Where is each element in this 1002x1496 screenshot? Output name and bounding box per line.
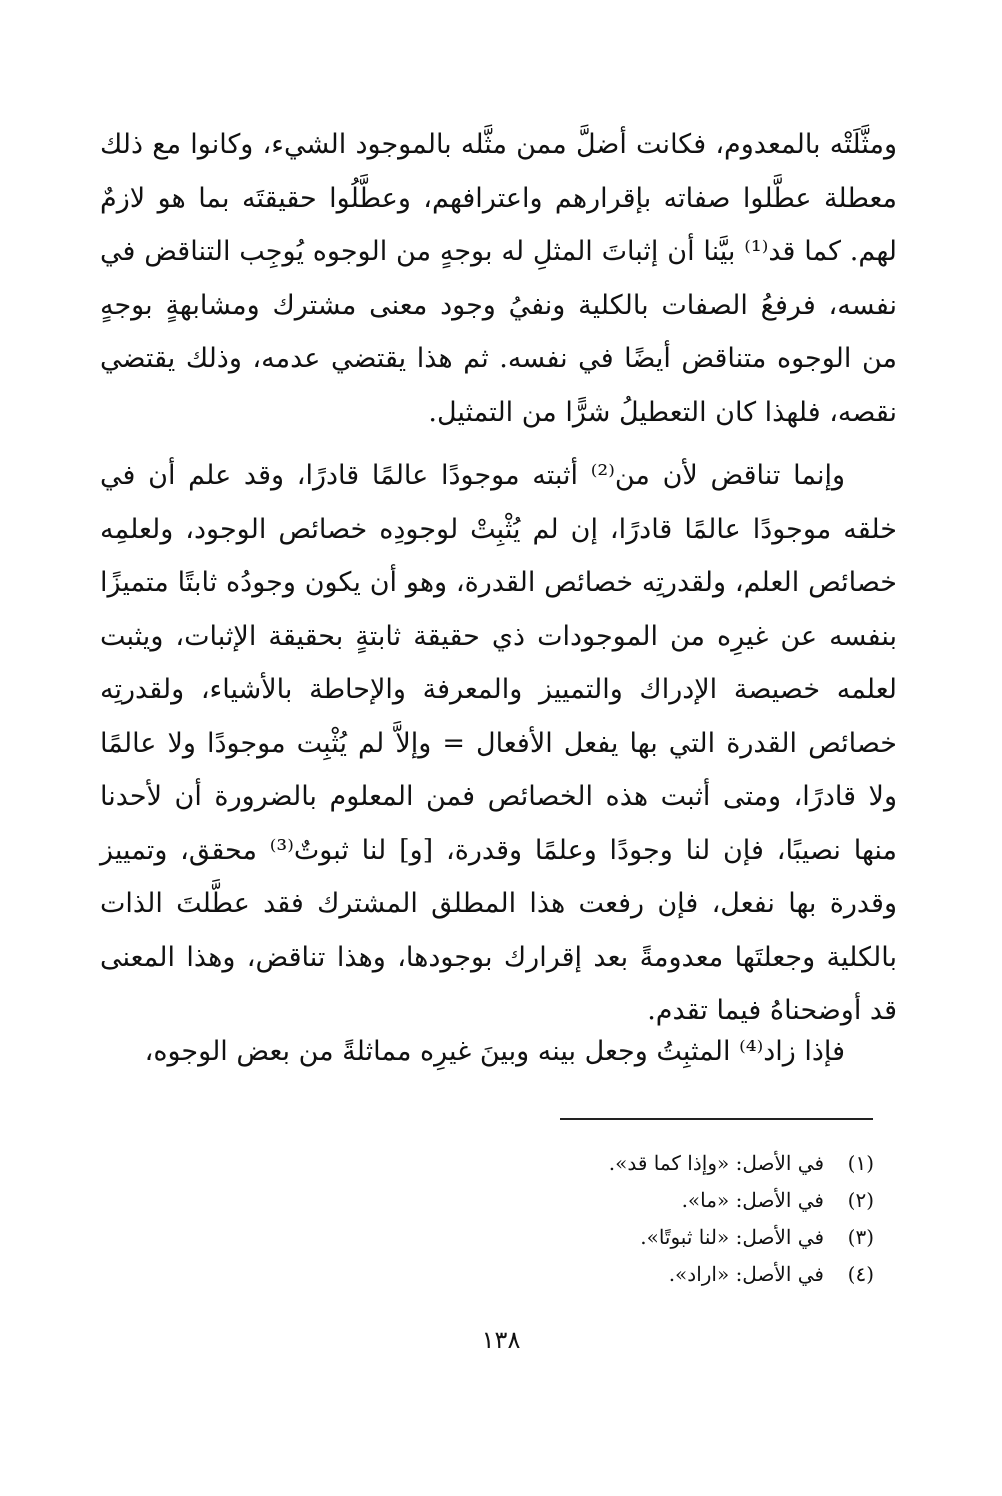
paragraph-3: فإذا زاد⁽⁴⁾ المثبِتُ وجعل بينه وبينَ غيرِه مماثلةً من بعض الوجوه،: [144, 1036, 845, 1067]
footnote-text: في الأصل: «وإذا كما قد».: [608, 1151, 824, 1175]
footnote-number: (٤): [847, 1262, 874, 1286]
footnote-text: في الأصل: «لنا ثبوتًا».: [640, 1225, 824, 1249]
footnote-text: في الأصل: «اراد».: [668, 1262, 824, 1286]
footnote-4: [494, 1256, 874, 1293]
footnote-number: (٣): [847, 1225, 874, 1249]
footnote-2: [494, 1182, 874, 1219]
footnote-1: [494, 1145, 874, 1182]
page-number: ١٣٨: [481, 1326, 521, 1354]
footnote-number: (١): [847, 1151, 874, 1175]
footnote-number: (٢): [847, 1188, 874, 1212]
footnote-text: في الأصل: «ما».: [681, 1188, 824, 1212]
paragraph-2: وإنما تناقض لأن من⁽²⁾ أثبته موجودًا عالمًا قادرًا، وقد علم أن في خلقه موجودًا عالمًا قادرًا، إن لم يُثْبِتْ لوجودِه خصائص الوجود، ولعلمِه خصائص العلم، ولقدرتِه خصائص القدرة، وهو أن يكون وجودُه ثابتًا متميزًا بنفسه عن غيرِه من الموجودات ذي حقيقة ثابتةٍ بحقيقة الإثبات، ويثبت لعلمه خصيصة الإدراك والتمييز والمعرفة والإحاطة بالأشياء، ولقدرتِه خصائص القدرة التي بها يفعل الأفعال = وإلاَّ لم يُثْبِت موجودًا ولا عالمًا ولا قادرًا، ومتى أثبت هذه الخصائص فمن المعلوم بالضرورة أن لأحدنا منها نصيبًا، فإن لنا وجودًا وعلمًا وقدرة، [و] لنا ثبوتٌ⁽³⁾ محقق، وتمييز وقدرة بها نفعل، فإن رفعت هذا المطلق المشترك فقد عطَّلتَ الذات بالكلية وجعلتَها معدومةً بعد إقرارك بوجودها، وهذا تناقض، وهذا المعنى قد أوضحناهُ فيما تقدم.: [100, 460, 897, 1026]
footnotes: [494, 1145, 874, 1293]
footnote-separator: [560, 1118, 873, 1120]
footnote-3: [494, 1219, 874, 1256]
paragraph-1: ومثَّلَتْه بالمعدوم، فكانت أضلَّ ممن مثَّله بالموجود الشيء، وكانوا مع ذلك معطلة عطَّلوا صفاته بإقرارهم واعترافهم، وعطَّلُوا حقيقتَه بما هو لازمٌ لهم. كما قد⁽¹⁾ بيَّنا أن إثباتَ المثلِ له بوجهٍ من الوجوه يُوجِب التناقض في نفسه، فرفعُ الصفات بالكلية ونفيُ وجود معنى مشترك ومشابهةٍ بوجهٍ من الوجوه متناقض أيضًا في نفسه. ثم هذا يقتضي عدمه، وذلك يقتضي نقصه، فلهذا كان التعطيلُ شرًّا من التمثيل.: [100, 129, 898, 428]
